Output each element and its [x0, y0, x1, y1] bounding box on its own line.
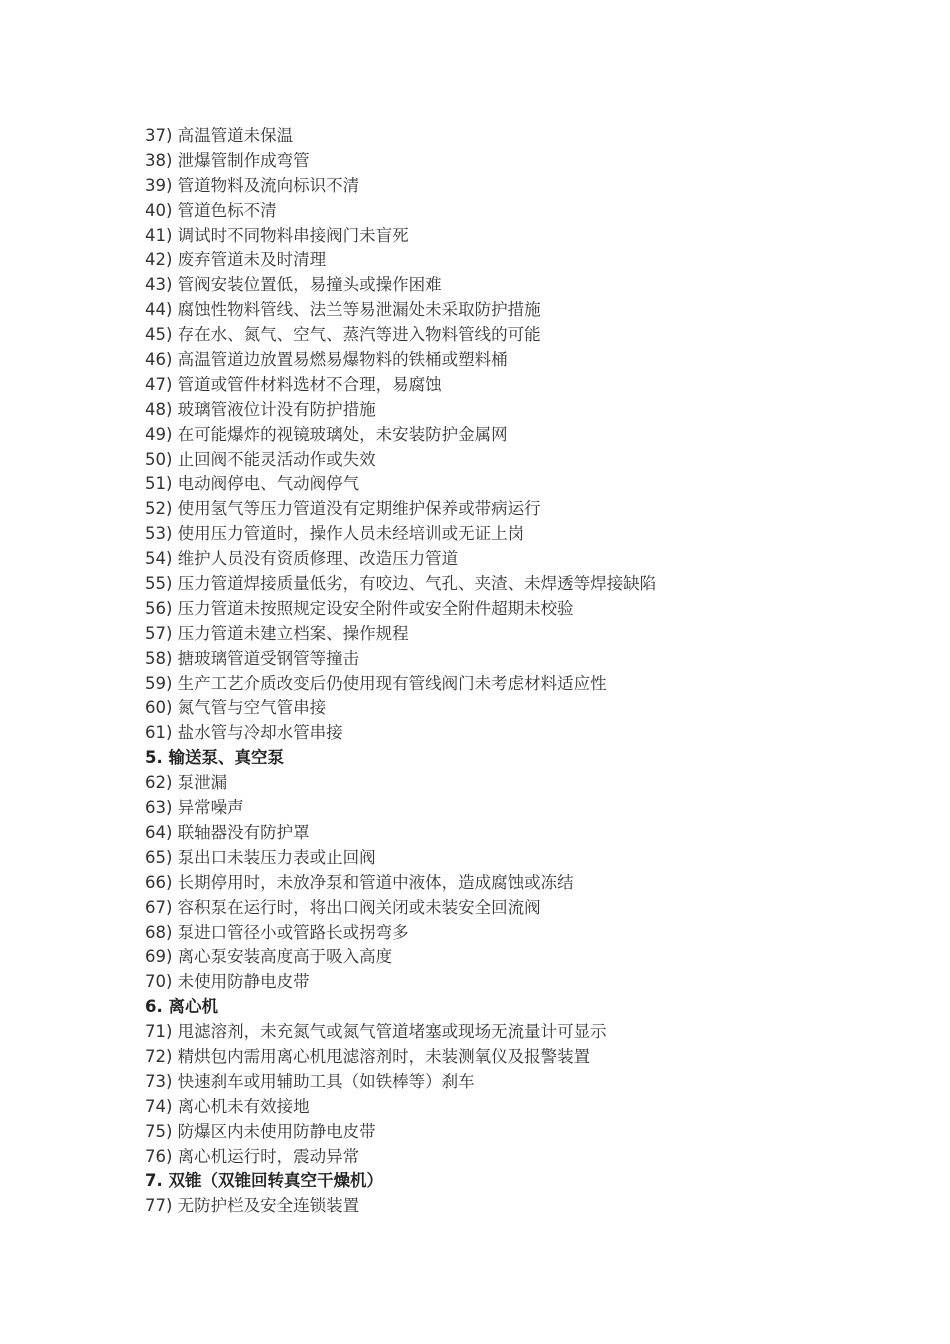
list-item: 58) 搪玻璃管道受钢管等撞击 [145, 648, 360, 668]
list-item: 63) 异常噪声 [145, 798, 244, 818]
list-item: 64) 联轴器没有防护罩 [145, 822, 310, 842]
list-item: 53) 使用压力管道时，操作人员未经培训或无证上岗 [145, 524, 525, 544]
list-item: 50) 止回阀不能灵活动作或失效 [145, 449, 376, 469]
list-item: 47) 管道或管件材料选材不合理，易腐蚀 [145, 374, 442, 394]
list-item: 65) 泵出口未装压力表或止回阀 [145, 847, 376, 867]
list-item: 48) 玻璃管液位计没有防护措施 [145, 399, 376, 419]
list-item: 67) 容积泵在运行时，将出口阀关闭或未装安全回流阀 [145, 897, 541, 917]
list-item: 72) 精烘包内需用离心机甩滤溶剂时，未装测氧仪及报警装置 [145, 1046, 591, 1066]
list-item: 74) 离心机未有效接地 [145, 1096, 310, 1116]
list-item: 73) 快速刹车或用辅助工具（如铁棒等）刹车 [145, 1071, 475, 1091]
document-body [145, 124, 905, 1219]
list-item: 70) 未使用防静电皮带 [145, 972, 310, 992]
list-item: 41) 调试时不同物料串接阀门未盲死 [145, 225, 409, 245]
list-item: 43) 管阀安装位置低，易撞头或操作困难 [145, 275, 442, 295]
list-item: 39) 管道物料及流向标识不清 [145, 175, 360, 195]
list-item: 61) 盐水管与冷却水管串接 [145, 723, 343, 743]
section-heading: 7. 双锥（双锥回转真空干燥机） [145, 1171, 383, 1191]
list-item: 69) 离心泵安装高度高于吸入高度 [145, 947, 393, 967]
list-item: 66) 长期停用时，未放净泵和管道中液体，造成腐蚀或冻结 [145, 872, 574, 892]
list-item: 77) 无防护栏及安全连锁装置 [145, 1196, 360, 1216]
list-item: 62) 泵泄漏 [145, 773, 228, 793]
list-item: 51) 电动阀停电、气动阀停气 [145, 474, 360, 494]
list-item: 38) 泄爆管制作成弯管 [145, 150, 310, 170]
list-item: 46) 高温管道边放置易燃易爆物料的铁桶或塑料桶 [145, 350, 508, 370]
list-item: 54) 维护人员没有资质修理、改造压力管道 [145, 549, 459, 569]
list-item: 40) 管道色标不清 [145, 200, 277, 220]
list-item: 71) 甩滤溶剂，未充氮气或氮气管道堵塞或现场无流量计可显示 [145, 1022, 607, 1042]
list-item: 76) 离心机运行时，震动异常 [145, 1146, 360, 1166]
list-item: 44) 腐蚀性物料管线、法兰等易泄漏处未采取防护措施 [145, 300, 541, 320]
list-item: 55) 压力管道焊接质量低劣，有咬边、气孔、夹渣、未焊透等焊接缺陷 [145, 574, 657, 594]
list-item: 37) 高温管道未保温 [145, 126, 294, 145]
list-item: 45) 存在水、氮气、空气、蒸汽等进入物料管线的可能 [145, 325, 541, 345]
list-item: 68) 泵进口管径小或管路长或拐弯多 [145, 922, 409, 942]
list-item: 60) 氮气管与空气管串接 [145, 698, 327, 718]
list-item: 42) 废弃管道未及时清理 [145, 250, 327, 270]
list-item: 57) 压力管道未建立档案、操作规程 [145, 623, 409, 643]
section-heading: 6. 离心机 [145, 997, 218, 1017]
list-item: 75) 防爆区内未使用防静电皮带 [145, 1121, 376, 1141]
list-item: 56) 压力管道未按照规定设安全附件或安全附件超期未校验 [145, 598, 574, 618]
list-item: 52) 使用氢气等压力管道没有定期维护保养或带病运行 [145, 499, 541, 519]
list-item: 59) 生产工艺介质改变后仍使用现有管线阀门未考虑材料适应性 [145, 673, 607, 693]
list-item: 49) 在可能爆炸的视镜玻璃处，未安装防护金属网 [145, 424, 508, 444]
section-heading: 5. 输送泵、真空泵 [145, 748, 284, 768]
